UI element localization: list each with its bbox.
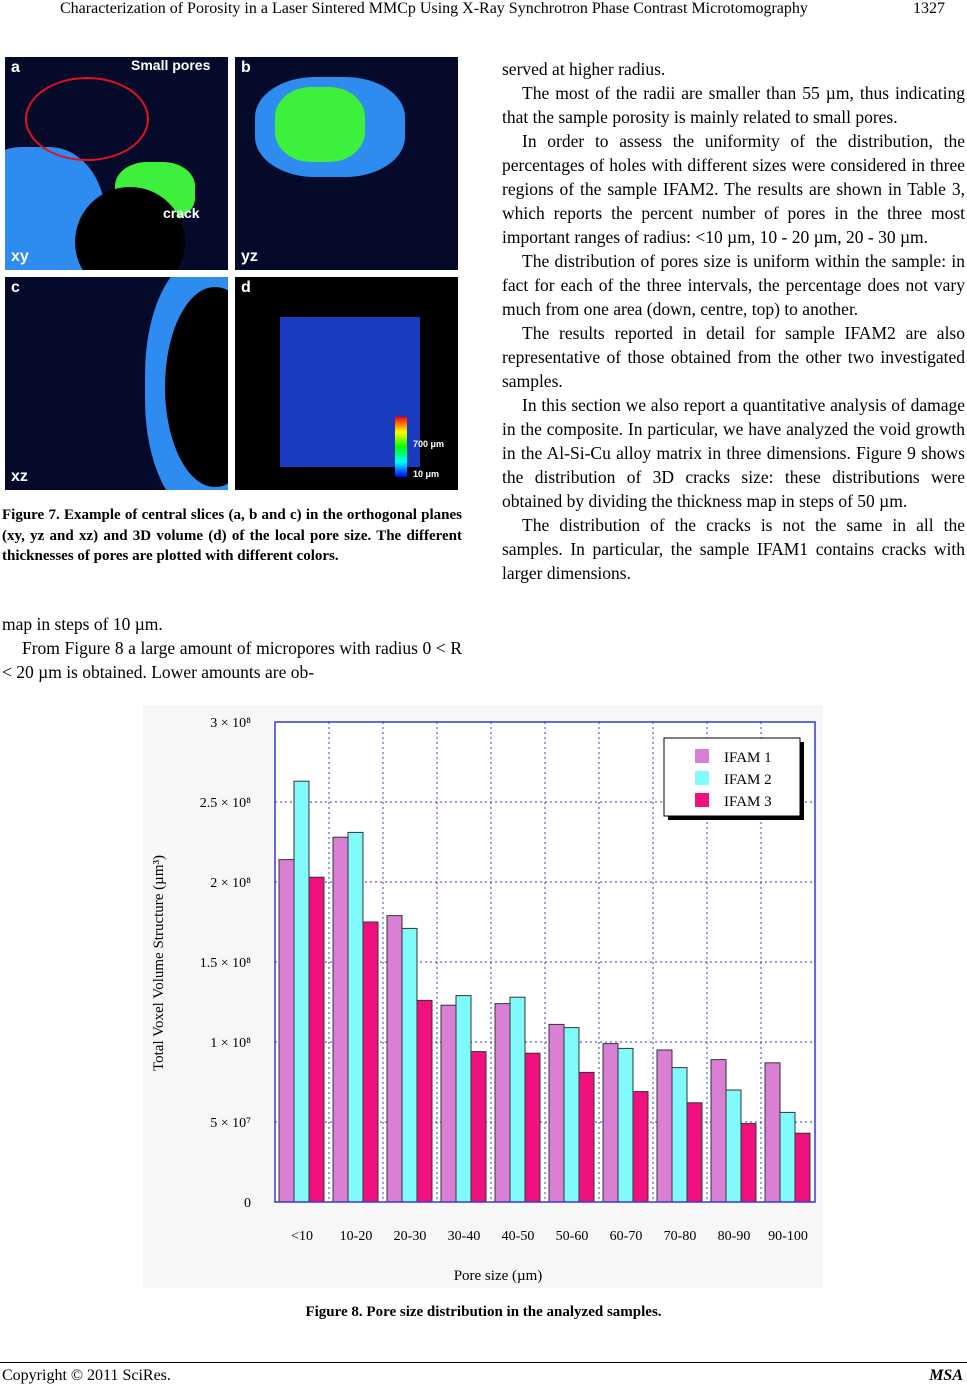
bar-ifam1-70-80 xyxy=(657,1050,672,1202)
panel-letter: a xyxy=(11,59,20,76)
legend-swatch xyxy=(695,749,709,763)
panel-letter: b xyxy=(241,59,251,76)
legend-swatch xyxy=(695,771,709,785)
running-header: Characterization of Porosity in a Laser Sintered MMCp Using X-Ray Synchrotron Phase Contrast Microtomography xyxy=(60,0,808,17)
bar-ifam1-90-100 xyxy=(765,1063,780,1202)
paragraph: From Figure 8 a large amount of micropores with radius 0 < R < 20 µm is obtained. Lower amounts are ob- xyxy=(2,638,462,682)
bar-ifam1-30-40 xyxy=(441,1005,456,1202)
x-axis-label: Pore size (µm) xyxy=(453,1268,543,1284)
y-tick-label: 2.5 × 10⁸ xyxy=(199,796,251,811)
bar-ifam3-<10 xyxy=(309,877,324,1202)
panel-letter: d xyxy=(241,279,251,296)
scale-min: 10 μm xyxy=(413,469,440,479)
y-tick-label: 5 × 10⁷ xyxy=(210,1116,251,1131)
bar-ifam2-90-100 xyxy=(780,1112,795,1202)
bar-ifam2-80-90 xyxy=(726,1090,741,1202)
scale-max: 700 μm xyxy=(413,439,445,449)
bar-ifam1-60-70 xyxy=(603,1044,618,1202)
color-scale-bar xyxy=(395,417,407,477)
bar-ifam2-60-70 xyxy=(618,1048,633,1202)
footer-rule xyxy=(0,1362,967,1363)
figure7-panel-c xyxy=(5,277,228,490)
plane-label: xy xyxy=(11,248,29,265)
panel-letter: c xyxy=(11,279,20,296)
y-tick-label: 0 xyxy=(244,1196,251,1211)
x-tick-label: 80-90 xyxy=(717,1229,751,1244)
figure7-panel-a xyxy=(5,57,228,270)
x-tick-label: 60-70 xyxy=(609,1229,643,1244)
figure7-caption: Figure 7. Example of central slices (a, b and c) in the orthogonal planes (xy, yz and xz) and 3D volume (d) of the local pore size. The different thicknesses of pores are plotted with different colors. xyxy=(2,507,462,564)
bar-ifam3-70-80 xyxy=(687,1103,702,1202)
bar-ifam2-10-20 xyxy=(348,832,363,1202)
x-tick-label: 90-100 xyxy=(768,1229,808,1244)
bar-ifam2-<10 xyxy=(294,781,309,1202)
paragraph: map in steps of 10 µm. xyxy=(2,614,163,634)
x-tick-label: 30-40 xyxy=(447,1229,481,1244)
paragraph: The distribution of pores size is uniform within the sample: in fact for each of the three intervals, the percentage does not vary much from one area (down, centre, top) to another. xyxy=(502,251,965,319)
bar-ifam2-70-80 xyxy=(672,1068,687,1202)
y-axis-label: Total Voxel Volume Structure (µm³) xyxy=(151,855,167,1071)
bar-ifam3-20-30 xyxy=(417,1000,432,1202)
paragraph: The most of the radii are smaller than 55 µm, thus indicating that the sample porosity is mainly related to small pores. xyxy=(502,83,965,127)
figure8-chart xyxy=(143,705,823,1288)
y-tick-label: 1.5 × 10⁸ xyxy=(199,956,251,971)
x-tick-label: 20-30 xyxy=(393,1229,427,1244)
bar-ifam1-50-60 xyxy=(549,1024,564,1202)
bar-ifam3-90-100 xyxy=(795,1133,810,1202)
bar-ifam2-30-40 xyxy=(456,996,471,1202)
bar-ifam3-40-50 xyxy=(525,1053,540,1202)
bar-ifam2-50-60 xyxy=(564,1028,579,1202)
bar-ifam1-20-30 xyxy=(387,916,402,1202)
small-pores-label: Small pores xyxy=(131,57,211,73)
figure7-panel-d xyxy=(235,277,458,490)
chart-legend xyxy=(664,738,804,820)
crack-label: crack xyxy=(163,205,200,221)
paragraph: The results reported in detail for sample IFAM2 are also representative of those obtained from the other two investigated samples. xyxy=(502,323,965,391)
footer-copyright: Copyright © 2011 SciRes. xyxy=(2,1367,171,1384)
plane-label: yz xyxy=(241,248,258,265)
y-tick-label: 2 × 10⁸ xyxy=(210,876,251,891)
bar-ifam3-60-70 xyxy=(633,1092,648,1202)
legend-label: IFAM 2 xyxy=(724,772,772,788)
x-tick-label: 10-20 xyxy=(339,1229,373,1244)
paragraph: The distribution of the cracks is not the same in all the samples. In particular, the sample IFAM1 contains cracks with larger dimensions. xyxy=(502,515,965,583)
y-tick-label: 3 × 10⁸ xyxy=(210,716,251,731)
footer-journal: MSA xyxy=(929,1367,963,1384)
bar-ifam1-80-90 xyxy=(711,1060,726,1202)
legend-label: IFAM 1 xyxy=(724,750,772,766)
bar-ifam2-40-50 xyxy=(510,997,525,1202)
x-tick-label: 50-60 xyxy=(555,1229,589,1244)
x-tick-label: 70-80 xyxy=(663,1229,697,1244)
left-column-text xyxy=(2,612,462,684)
legend-label: IFAM 3 xyxy=(724,794,772,810)
bar-ifam3-50-60 xyxy=(579,1072,594,1202)
bar-ifam2-20-30 xyxy=(402,928,417,1202)
paragraph: In this section we also report a quantitative analysis of damage in the composite. In particular, we have analyzed the void growth in the Al-Si-Cu alloy matrix in three dimensions. Figure 9 shows the distribution of 3D cracks size: these distributions were obtained by dividing the thickness map in steps of 50 µm. xyxy=(502,395,965,511)
paragraph: In order to assess the uniformity of the distribution, the percentages of holes with different sizes were considered in three regions of the sample IFAM2. The results are shown in Table 3, which reports the percent number of pores in the three most important ranges of radius: <10 µm, 10 - 20 µm, 20 - 30 µm. xyxy=(502,131,965,247)
right-column-text xyxy=(502,57,965,585)
bar-ifam1-40-50 xyxy=(495,1004,510,1202)
bar-ifam1-10-20 xyxy=(333,837,348,1202)
legend-swatch xyxy=(695,793,709,807)
figure7-panel-b xyxy=(235,57,458,270)
plane-label: xz xyxy=(11,468,28,485)
page-number: 1327 xyxy=(913,0,945,17)
x-tick-label: 40-50 xyxy=(501,1229,535,1244)
x-tick-label: <10 xyxy=(291,1229,313,1244)
paragraph: served at higher radius. xyxy=(502,59,666,79)
bar-ifam1-<10 xyxy=(279,860,294,1202)
bar-ifam3-10-20 xyxy=(363,922,378,1202)
y-tick-label: 1 × 10⁸ xyxy=(210,1036,251,1051)
bar-ifam3-80-90 xyxy=(741,1124,756,1202)
figure8-caption: Figure 8. Pore size distribution in the analyzed samples. xyxy=(305,1304,662,1320)
bar-ifam3-30-40 xyxy=(471,1052,486,1202)
